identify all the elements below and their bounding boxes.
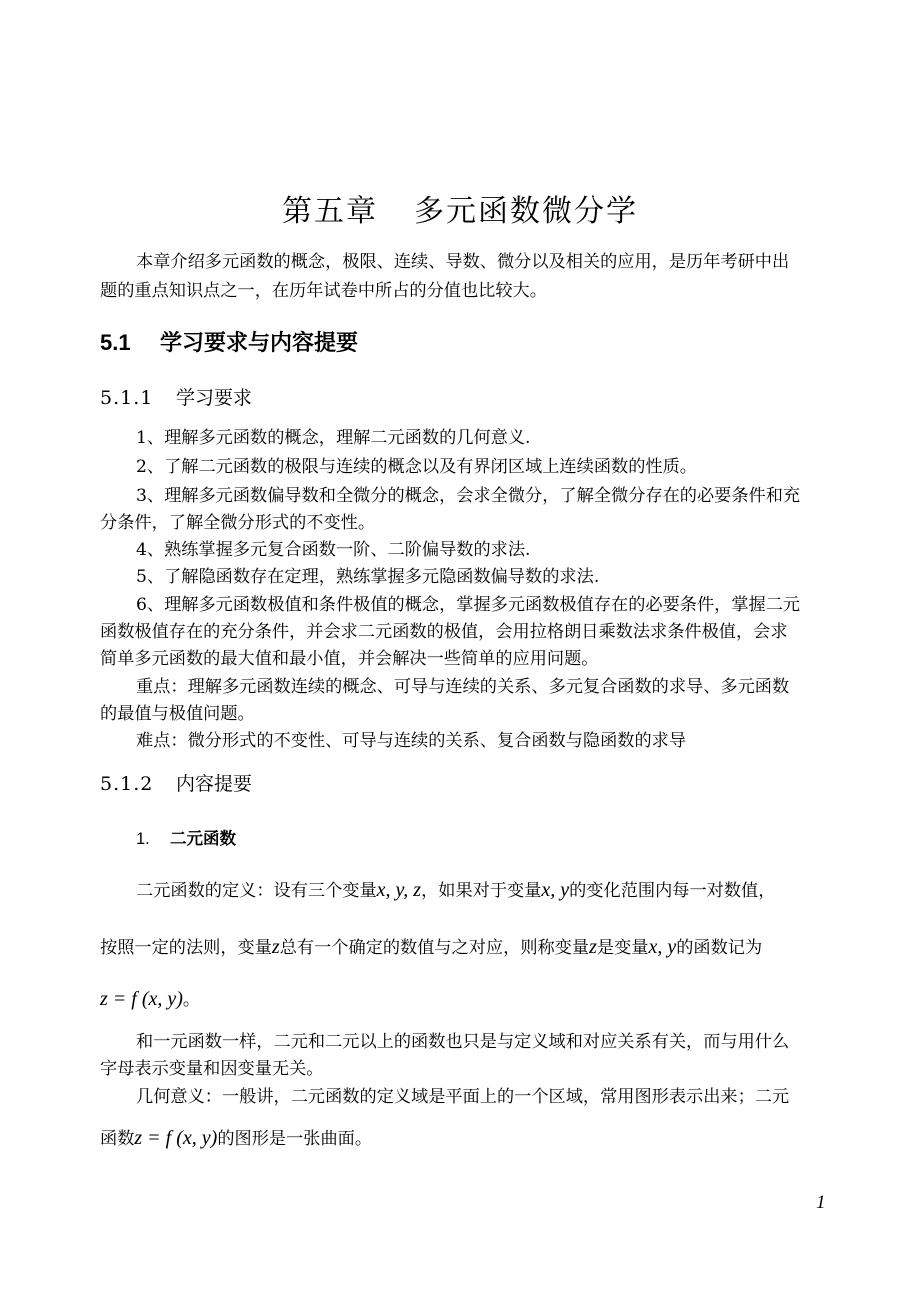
section-heading	[100, 326, 358, 357]
geometry-line-2	[100, 1124, 372, 1154]
definition-text: ，如果对于变量	[421, 881, 542, 901]
geometry-text: 函数	[100, 1129, 135, 1149]
requirement-3a: 3、理解多元函数偏导数和全微分的概念，会求全微分，了解全微分存在的必要条件和充	[136, 486, 801, 506]
requirement-6a: 6、理解多元函数极值和条件极值的概念，掌握多元函数极值存在的必要条件，掌握二元	[136, 595, 801, 615]
key-point-a: 重点：理解多元函数连续的概念、可导与连续的关系、多元复合函数的求导、多元函数	[136, 677, 790, 697]
requirement-2: 2、了解二元函数的极限与连续的概念以及有界闭区域上连续函数的性质。	[136, 457, 697, 477]
section-number: 5.1	[100, 330, 131, 355]
math-variable: z	[589, 936, 597, 958]
requirement-6b: 函数极值存在的充分条件，并会求二元函数的极值，会用拉格朗日乘数法求条件极值，会求	[100, 622, 788, 642]
math-variable: z	[271, 936, 280, 958]
geometry-line-1: 几何意义：一般讲，二元函数的定义域是平面上的一个区域，常用图形表示出来；二元	[136, 1087, 790, 1107]
definition-text: 二元函数的定义：设有三个变量	[136, 881, 377, 901]
geometry-text: 的图形是一张曲面。	[217, 1129, 373, 1149]
intro-line-1: 本章介绍多元函数的概念，极限、连续、导数、微分以及相关的应用，是历年考研中出	[136, 252, 790, 272]
definition-text: 。	[182, 990, 201, 1010]
math-variables: x, y	[541, 879, 570, 901]
section-title: 学习要求与内容提要	[160, 331, 359, 356]
subsection-title-1: 学习要求	[176, 387, 253, 409]
remark-line-1: 和一元函数一样，二元和二元以上的函数也只是与定义域和对应关系有关，而与用什么	[136, 1032, 790, 1052]
requirement-4: 4、熟练掌握多元复合函数一阶、二阶偏导数的求法.	[136, 540, 531, 560]
intro-line-2: 题的重点知识点之一，在历年试卷中所占的分值也比较大。	[100, 281, 547, 301]
subsection-heading-1	[100, 383, 252, 410]
requirement-1: 1、理解多元函数的概念，理解二元函数的几何意义.	[136, 428, 531, 448]
definition-line-2	[100, 933, 762, 963]
subsection-title-2: 内容提要	[176, 773, 253, 795]
subsection-heading-2	[100, 769, 252, 796]
definition-text: 的变化范围内每一对数值，	[569, 881, 776, 901]
definition-line-1	[136, 876, 775, 906]
function-formula: z = f (x, y)	[100, 988, 183, 1010]
definition-text: 总有一个确定的数值与之对应，则称变量	[279, 938, 590, 958]
key-point-b: 的最值与极值问题。	[100, 704, 255, 724]
item-heading	[136, 825, 236, 849]
requirement-5: 5、了解隐函数存在定理，熟练掌握多元隐函数偏导数的求法.	[136, 567, 600, 587]
definition-text: 的函数记为	[676, 938, 763, 958]
subsection-number-2: 5.1.2	[100, 773, 154, 795]
remark-line-2: 字母表示变量和因变量无关。	[100, 1059, 324, 1079]
definition-text: 按照一定的法则，变量	[100, 938, 272, 958]
item-title: 二元函数	[170, 829, 236, 848]
page-number: 1	[816, 1192, 826, 1213]
chapter-number: 第五章	[282, 194, 378, 229]
math-variables: x, y, z	[376, 879, 422, 901]
function-formula: z = f (x, y)	[134, 1127, 218, 1149]
chapter-name: 多元函数微分学	[414, 194, 638, 229]
definition-text: 是变量	[596, 938, 649, 958]
math-variables: x, y	[648, 936, 677, 958]
difficult-point: 难点：微分形式的不变性、可导与连续的关系、复合函数与隐函数的求导	[136, 731, 687, 751]
definition-formula-line	[100, 985, 200, 1015]
requirement-3b: 分条件，了解全微分形式的不变性。	[100, 513, 376, 533]
chapter-title	[0, 186, 920, 230]
requirement-6c: 简单多元函数的最大值和最小值，并会解决一些简单的应用问题。	[100, 649, 599, 669]
item-number: 1.	[136, 830, 150, 848]
subsection-number-1: 5.1.1	[100, 387, 154, 409]
